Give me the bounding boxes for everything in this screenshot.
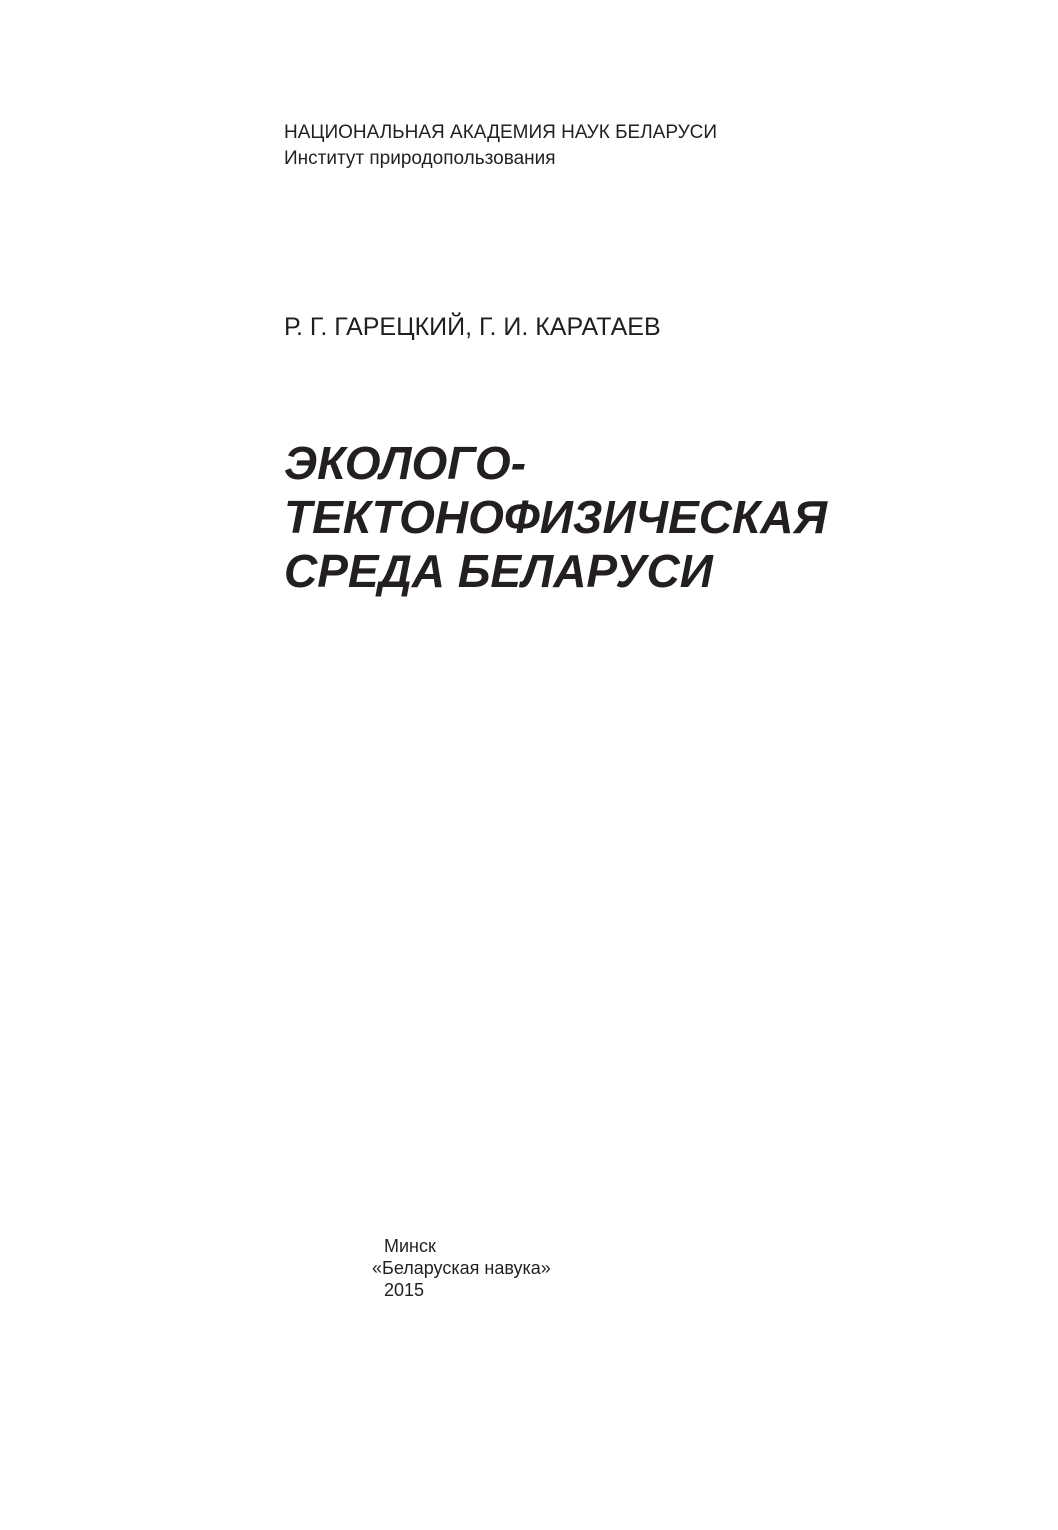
authors: Р. Г. ГАРЕЦКИЙ, Г. И. КАРАТАЕВ [284,313,661,341]
imprint-publisher: «Беларуская навука» [372,1258,551,1278]
institution-block [284,120,884,172]
imprint-city: Минск [384,1236,436,1256]
organization-name: НАЦИОНАЛЬНАЯ АКАДЕМИЯ НАУК БЕЛАРУСИ [284,122,718,143]
imprint-year: 2015 [384,1280,425,1300]
title-line-1: ЭКОЛОГО- [284,437,527,489]
title-line-3: СРЕДА БЕЛАРУСИ [284,545,713,597]
book-title [284,436,984,598]
imprint-block [372,1235,632,1301]
title-line-2: ТЕКТОНОФИЗИЧЕСКАЯ [284,491,828,543]
institute-name: Институт природопользования [284,148,556,169]
